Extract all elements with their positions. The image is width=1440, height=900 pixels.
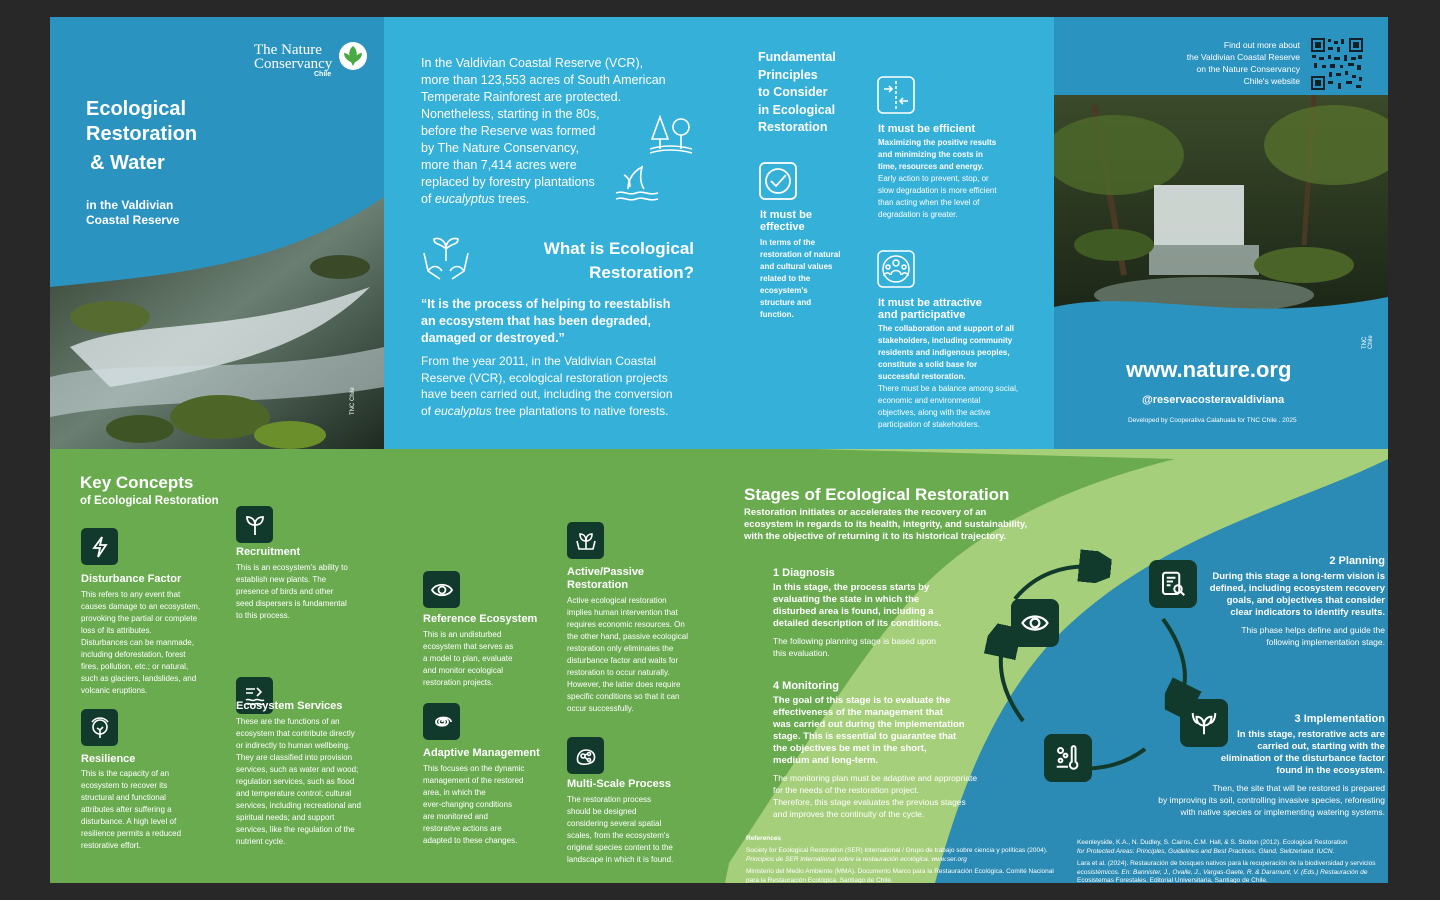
stages-intro [744,507,1027,543]
logo-line1: The Nature [254,42,322,58]
stage-line: and improves the continuity of the cycle. [773,809,925,819]
concept-line: provoking the partial or complete [81,614,198,623]
attractive-title-line2: and participative [878,309,966,321]
reference-line: Lara et al. (2024). Restauración de bosques nativos para la recuperación de la biodiversidad y servicios [1077,860,1376,867]
eye-icon [423,571,460,608]
intro-line: Temperate Rainforest are protected. [421,90,622,104]
concept-line: landscape in which it is found. [567,855,674,864]
concept-line: scales, from the ecosystem's [567,831,670,840]
concept-line: fires, pollution, etc.; or natural, [81,662,189,671]
concept-line: They are classified into provision [236,753,353,762]
efficient-line: degradation is greater. [878,210,958,219]
concept-line: restoration to occur naturally. [567,668,670,677]
definition-quote [421,296,670,347]
stage-line: carried out, starting with the [1257,741,1385,752]
active-title-line2: Restoration [567,579,629,591]
multiscale-title: Multi-Scale Process [567,778,671,790]
concept-line: disturbance. A high level of [81,817,177,826]
concept-line: This focuses on the dynamic [423,764,525,773]
attractive-text [878,323,1048,431]
tnc-logo [254,43,366,78]
recruitment-title: Recruitment [236,546,301,558]
key-concepts-panel [50,449,730,883]
multiscale-text [567,794,727,866]
concept-line: ever-changing conditions [423,800,512,809]
stage-line: Then, the site that will be restored is prepared [1212,783,1385,793]
principles-title [758,49,836,137]
concept-line: ecosystem to recover its [81,781,168,790]
stage-line: This phase helps define and guide the [1241,625,1385,635]
concept-line: occur successfully. [567,704,634,713]
attractive-title [878,297,982,321]
effective-check-icon [758,161,798,201]
stage-line: disturbed area is found, including a [773,606,934,617]
concept-line: Active ecological restoration [567,596,667,605]
qr-caption [1144,39,1300,87]
stage-line: Therefore, this stage evaluates the previous stages [773,797,966,807]
stage-line: stage. This is essential to guarantee that [773,731,957,742]
concept-line: and temperature control; cultural [236,789,352,798]
concept-line: seed dispersers is fundamental [236,599,347,608]
adaptive-text [423,763,553,847]
principles-panel [720,17,1054,449]
principles-title-line: Principles [758,67,818,82]
stages-intro-line: with the objective of returning it to its historical trajectory. [744,531,1007,542]
concept-line: nutrient cycle. [236,837,286,846]
effective-title-line1: It must be [760,209,812,221]
lightning-icon [81,528,118,565]
effective-text [760,237,860,321]
effective-line: related to the [760,274,811,283]
references-left [746,847,1056,883]
stage-line: following implementation stage. [1266,637,1385,647]
cover-panel [50,17,384,449]
concept-line: should be designed [567,807,637,816]
concept-line: original species content to the [567,843,673,852]
attractive-line: residents and indigenous peoples, [878,348,1010,357]
attractive-line: constitute a solid base for [878,360,978,369]
references-title: References [746,835,782,842]
efficient-line: and minimizing the costs in [878,150,983,159]
stage-line: During this stage a long-term vision is [1212,571,1385,582]
attractive-line: objectives, along with the active [878,408,991,417]
stages-intro-line: ecosystem in regards to its health, integrity, and sustainability, [744,519,1028,530]
stage-line: for the needs of the restoration project. [773,785,920,795]
concept-line: ecosystem that serves as [423,642,514,651]
stage-line: In this stage, the process starts by [773,582,930,593]
body-line: have been carried out, including the conversion [421,387,673,401]
disturbance-text [81,589,221,697]
concept-line: a model to plan, evaluate [423,654,513,663]
active-title [567,566,644,592]
stage-line: with native species or implementing watering systems. [1180,807,1385,817]
quote-line: an ecosystem that has been degraded, [421,314,651,328]
stage-line: defined, including ecosystem recovery [1209,583,1385,594]
concept-line: specific conditions so that it can [567,692,680,701]
disturbance-title: Disturbance Factor [81,573,182,585]
attractive-line: participation of stakeholders. [878,420,980,429]
monitoring-title: 4 Monitoring [773,680,839,692]
intro-line: Nonetheless, starting in the 80s, [421,107,600,121]
stage-line: The goal of this stage is to evaluate the [773,695,951,706]
implementation-text [1085,729,1385,818]
stages-title: Stages of Ecological Restoration [744,485,1010,504]
stage-line: found in the ecosystem. [1276,765,1385,776]
reference-title: Reference Ecosystem [423,613,538,625]
what-is-title [514,237,694,285]
cover-subtitle-line1: in the Valdivian [86,198,174,212]
cover-title [86,97,197,176]
stage-line: elimination of the disturbance factor [1220,753,1385,764]
stages-panel [725,449,1388,883]
concept-line: or indirectly to human wellbeing. [236,741,351,750]
stage-line: the objectives be met in the short, [773,743,927,754]
effective-line: In terms of the [760,238,816,247]
resilience-tree-icon [81,709,118,746]
resilience-text [81,768,221,852]
multi-scale-icon [567,737,604,774]
cover-title-line2: Restoration [86,123,198,145]
people-icon [876,249,916,289]
efficient-line: slow degradation is more efficient [878,186,997,195]
reference-text [423,629,553,689]
reference-line: Keenleyside, K.A., N. Dudley, S. Cairns, C.M. Hall, & S. Stolton (2012). Ecological Restoration [1077,839,1348,846]
recruitment-text [236,562,386,622]
stage-line: evaluating the state in which the [773,594,920,605]
cover-photo-credit: TNC Chile [350,387,356,415]
reference-line: for Protected Areas: Principles, Guidelines and Best Practices. Gland, Switzerland: IUCN. [1077,847,1335,855]
active-title-line1: Active/Passive [567,566,645,578]
concept-line: This refers to any event that [81,590,181,599]
what-is-body [421,353,673,419]
concept-line: This is an ecosystem's ability to [236,563,348,572]
qr-caption-line: on the Nature Conservancy [1196,64,1300,74]
adaptive-title: Adaptive Management [423,747,540,759]
concept-line: spiritual needs; and support [236,813,335,822]
plant-hand-icon [567,522,604,559]
forest-icon [648,113,694,155]
intro-last-italic: eucalyptus [434,192,495,206]
planning-title: 2 Planning [1329,555,1385,567]
concept-line: requires economic resources. On [567,620,685,629]
quote-line: damaged or destroyed.” [421,331,565,345]
intro-line: before the Reserve was formed [421,124,596,138]
intro-line: by The Nature Conservancy, [421,141,579,155]
concept-line: However, the latter does require [567,680,681,689]
concept-line: causes damage to an ecosystem, [81,602,201,611]
concept-line: restorative effort. [81,841,141,850]
diagnosis-title: 1 Diagnosis [773,567,835,579]
stage-line: effectiveness of the management that [773,707,943,718]
monitoring-text [773,695,1003,820]
efficient-line: time, resources and energy. [878,162,984,171]
efficient-line: Maximizing the positive results [878,138,997,147]
concept-line: The restoration process [567,795,652,804]
back-panel [1054,17,1388,449]
concept-line: structural and functional [81,793,166,802]
quote-line: “It is the process of helping to reestablish [421,297,671,311]
concept-line: restoration only eliminates the [567,644,674,653]
efficient-text [878,137,1048,221]
concept-line: loss of its attributes. [81,626,152,635]
reference-line: ecosistémicos. En: Bannister, J., Ovalle, J., Vargas-Gaete, R. & Daramunt, V. (Eds.) Restauración de [1077,868,1368,876]
active-text [567,595,727,715]
concept-line: These are the functions of an [236,717,340,726]
logo-country: Chile [314,71,332,78]
intro-line: replaced by forestry plantations [421,175,595,189]
concept-line: regulation services, such as flood [236,777,355,786]
attractive-line: economic and environmental [878,396,981,405]
concept-line: presence of birds and other [236,587,334,596]
stage-line: The following planning stage is based upon [773,636,937,646]
principles-title-line: to Consider [758,85,828,99]
concept-line: to this process. [236,611,290,620]
stage-line: clear indicators to identify results. [1230,607,1385,618]
cover-subtitle [86,198,179,228]
effective-line: function. [760,310,794,319]
stage-line: goals, and objectives that consider [1226,595,1385,606]
planning-text [1145,571,1385,648]
cover-subtitle-line2: Coastal Reserve [86,213,180,227]
implementation-title: 3 Implementation [1294,713,1385,725]
concept-line: implies human intervention that [567,608,678,617]
stage-line: detailed description of its conditions. [773,618,942,629]
concept-line: services, like the regulation of the [236,825,355,834]
stage-line: medium and long-term. [773,755,879,766]
brochure-page [50,17,1388,883]
efficient-line: than acting when the level of [878,198,980,207]
leaf-logo-icon [338,41,368,71]
stage-line: The monitoring plan must be adaptive and appropriate [773,773,978,783]
diagnosis-eye-icon [1011,599,1059,647]
effective-title-line2: effective [760,221,805,233]
developed-by: Developed by Cooperativa Calahuala for TNC Chile . 2025 [1128,417,1297,424]
attractive-line: The collaboration and support of all [878,324,1015,333]
body-line: Reserve (VCR), ecological restoration projects [421,370,668,385]
diagnosis-text [773,582,973,659]
principles-title-line: Restoration [758,120,828,134]
attractive-line: successful restoration. [878,372,966,381]
stage-line: In this stage, restorative acts are [1237,729,1385,740]
stage-line: this evaluation. [773,648,830,658]
concept-line: attributes after suffering a [81,805,172,814]
references-right [1077,839,1377,883]
reference-line: Society for Ecological Restoration (SER) International / Grupo de trabajo sobre ciencia y políticas (2004). [746,847,1048,854]
intro-last-prefix: of [421,192,435,206]
what-is-title-line2: Restoration? [589,263,694,282]
intro-line: In the Valdivian Coastal Reserve (VCR), [421,56,644,70]
stage-line: by improving its soil, controlling invasive species, reforesting [1158,795,1385,805]
intro-last-suffix: trees. [494,192,530,206]
effective-line: ecosystem's [760,286,808,295]
attractive-line: stakeholders, including community [878,336,1013,345]
concept-line: restorative actions are [423,824,502,833]
efficient-line: Early action to prevent, stop, or [878,174,989,183]
concept-line: are monitored and [423,812,488,821]
what-is-title-line1: What is Ecological [543,239,694,258]
efficient-title: It must be efficient [878,123,976,135]
body-suffix: tree plantations to native forests. [491,403,669,418]
concept-line: disturbance factor and waits for [567,656,679,665]
concept-line: This is an undisturbed [423,630,502,639]
services-text [236,716,396,848]
attractive-title-line1: It must be attractive [878,297,982,309]
back-photo-credit: TNC Chile [1362,335,1374,349]
concept-line: volcanic eruptions. [81,686,148,695]
concept-line: such as glaciers, landslides, and [81,674,197,683]
reference-line: para la Restauración Ecológica. Santiago de Chile. [746,876,893,883]
concept-line: resilience permits a reduced [81,829,182,838]
cover-title-line1: Ecological [86,98,187,120]
key-concepts-subtitle: of Ecological Restoration [80,495,219,507]
effective-line: structure and [760,298,812,307]
concept-line: services, including recreational and [236,801,361,810]
reference-line: Principios de SER International sobre la restauración ecológica. www.ser.org [746,855,967,863]
efficient-icon [876,75,916,115]
qr-caption-line: Find out more about [1223,40,1300,50]
attractive-line: There must be a balance among social, [878,384,1019,393]
body-prefix: of [421,403,435,418]
qr-caption-line: the Valdivian Coastal Reserve [1186,52,1300,62]
water-whale-icon [614,163,660,205]
principles-title-line: in Ecological [758,102,836,117]
services-title: Ecosystem Services [236,700,343,712]
body-line: From the year 2011, in the Valdivian Coastal [421,354,657,368]
stages-intro-line: Restoration initiates or accelerates the recovery of an [744,507,987,518]
spiral-icon [423,703,460,740]
resilience-title: Resilience [81,753,136,765]
hands-plant-icon [420,233,472,281]
sprout-icon [236,506,273,543]
concept-line: including deforestation, forest [81,650,186,659]
concept-line: area, in which the [423,788,486,797]
website-link[interactable]: www.nature.org [1126,357,1292,382]
social-handle[interactable]: @reservacosteravaldiviana [1142,394,1285,406]
intro-line: more than 123,553 acres of South American [421,73,666,87]
concept-line: restoration projects. [423,678,494,687]
intro-panel [384,17,720,449]
concept-line: ecosystem that contribute directly [236,729,355,738]
concept-line: This is the capacity of an [81,769,170,778]
concept-line: Disturbances can be manmade, [81,638,194,647]
effective-line: restoration of natural [760,250,841,259]
concept-line: adapted to these changes. [423,836,518,845]
body-line-last [421,403,673,420]
cover-title-line3: & Water [90,152,165,174]
stage-line: was carried out during the implementation [773,719,965,730]
concept-line: the other hand, passive ecological [567,632,688,641]
concept-line: establish new plants. The [236,575,327,584]
body-italic: eucalyptus [434,403,492,418]
concept-line: considering several spatial [567,819,662,828]
reference-line: Ecosistemas Forestales. Editorial Universitaria, Santiago de Chile. [1077,877,1268,883]
principles-title-line: Fundamental [758,50,836,64]
qr-caption-line: Chile's website [1243,76,1300,86]
effective-line: and cultural values [760,262,833,271]
concept-line: and monitor ecological [423,666,504,675]
concept-line: management of the restored [423,776,524,785]
key-concepts-title: Key Concepts [80,473,194,492]
reference-line: Ministerio del Medio Ambiente (MMA). Documento Marco para la Restauración Ecológica. Comité Nacional [746,868,1054,875]
logo-line2: Conservancy [254,56,333,72]
qr-code[interactable] [1310,37,1364,91]
effective-title [760,209,812,233]
concept-line: services, such as water and wood; [236,765,359,774]
intro-line: more than 7,414 acres were [421,158,577,172]
